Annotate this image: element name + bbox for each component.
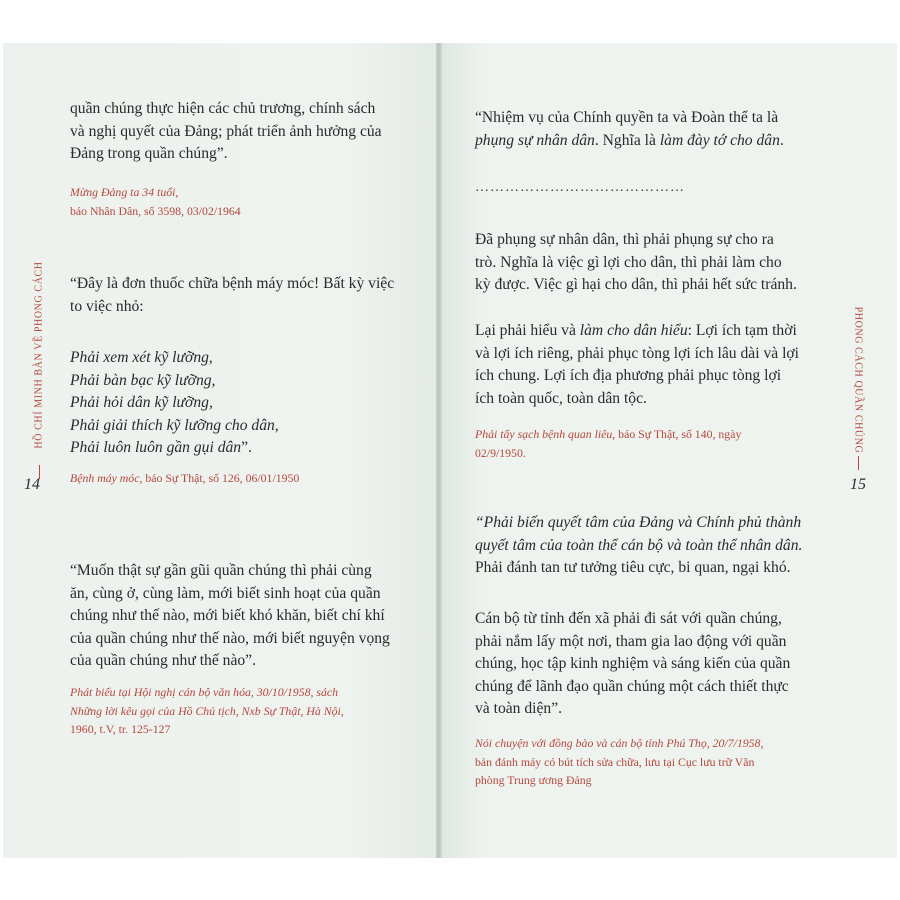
emphasis: làm đày tớ cho dân: [659, 131, 780, 149]
left-running-head: HỒ CHÍ MINH BÀN VỀ PHONG CÁCH: [33, 261, 45, 449]
source-line: Phát biểu tại Hội nghị cán bộ văn hóa, 30/10/1958, sách: [70, 685, 339, 699]
verse-line: Phải hỏi dân kỹ lưỡng,: [70, 394, 213, 411]
source-line: Nói chuyện với đồng bào và cán bộ tỉnh Phú Thọ, 20/7/1958,: [475, 736, 764, 750]
source-line: [475, 425, 741, 444]
source-line: báo Nhân Dân, số 3598, 03/02/1964: [70, 203, 241, 218]
source-line: 02/9/1950.: [475, 445, 526, 460]
text-line: “Nhiệm vụ của Chính quyền ta và Đoàn thể ta là: [475, 109, 779, 126]
text-line: ăn, cùng ở, cùng làm, mới biết sinh hoạt của quần: [70, 584, 381, 602]
right-block2-lead: [475, 512, 802, 580]
source-line: bản đánh máy có bút tích sửa chữa, lưu tại Cục lưu trữ Văn: [475, 754, 755, 769]
source-line: [70, 469, 299, 488]
source-line: 1960, t.V, tr. 125-127: [70, 722, 171, 736]
text-line: Đảng trong quần chúng”.: [70, 145, 228, 162]
text-line: của quần chúng như thế nào, mới biết nguyện vọng: [70, 629, 390, 647]
verse-line: Phải bàn bạc kỹ lưỡng,: [70, 371, 216, 389]
left-block2-source: [70, 469, 299, 488]
text-line: và toàn diện”.: [475, 700, 563, 717]
verse-line: [70, 437, 279, 460]
right-running-head: PHONG CÁCH QUẦN CHÚNG: [852, 306, 864, 454]
verse-text: Phải luôn luôn gần gụi dân: [70, 439, 242, 456]
right-page-number: 15: [850, 476, 866, 493]
right-running-head-rule: [858, 456, 859, 470]
left-block2-text: [70, 273, 394, 318]
text-line: và nghị quyết của Đảng; phát triển ảnh hưởng của: [70, 122, 382, 140]
source-title: Phải tẩy sạch bệnh quan liêu,: [475, 427, 616, 441]
text-line: trò. Nghĩa là việc gì lợi cho dân, thì phải làm cho: [475, 253, 782, 271]
text: : Lợi ích tạm thời: [687, 322, 797, 339]
verse-line: Phải xem xét kỹ lưỡng,: [70, 349, 213, 366]
source-line: phòng Trung ương Đảng: [475, 773, 592, 787]
book-gutter: [436, 43, 442, 858]
source-detail: báo Sự Thật, số 140, ngày: [615, 427, 742, 441]
text-line: và lợi ích riêng, phải phục tòng lợi ích lâu dài và lợi: [475, 344, 799, 362]
text-line: chúng như thế nào, mới biết khó khăn, biết chí khí: [70, 607, 385, 624]
right-block2-para2: [475, 608, 790, 721]
text-line: “Đây là đơn thuốc chữa bệnh máy móc! Bất kỳ việc: [70, 275, 395, 292]
text-line: phải nắm lấy một nơi, tham gia lao động với quần: [475, 632, 787, 650]
emphasis: phụng sự nhân dân: [475, 131, 595, 149]
text-line: to việc nhỏ:: [70, 297, 144, 315]
right-block2-source: [475, 734, 763, 790]
text-line: quần chúng thực hiện các chủ trương, chính sách: [70, 100, 376, 117]
right-block1-intro: [475, 107, 784, 152]
text-line: quyết tâm của toàn thể cán bộ và toàn thể nhân dân.: [475, 536, 803, 554]
text-line: ích toàn quốc, toàn dân tộc.: [475, 389, 647, 407]
text-line: của quần chúng như thế nào”.: [70, 652, 256, 669]
text-line: “Muốn thật sự gần gũi quần chúng thì phải cùng: [70, 562, 372, 579]
text-line: [475, 130, 784, 153]
left-block3-source: [70, 683, 344, 739]
text-line: chúng, học tập kinh nghiệm và sáng kiến của quần: [475, 655, 791, 672]
text-line: [475, 320, 799, 343]
source-detail: báo Sự Thật, số 126, 06/01/1950: [142, 471, 300, 485]
text-line: ích chung. Lợi ích địa phương phải phục tòng lợi: [475, 367, 782, 384]
text-line: Đã phụng sự nhân dân, thì phải phụng sự cho ra: [475, 231, 774, 248]
right-block1-para2: [475, 229, 797, 297]
left-block3-text: [70, 560, 390, 673]
source-line: Những lời kêu gọi của Hồ Chủ tịch, Nxb Sự Thật, Hà Nội,: [70, 703, 344, 718]
left-block1-text: [70, 98, 382, 166]
text-line: Cán bộ từ tỉnh đến xã phải đi sát với quần chúng,: [475, 610, 782, 627]
text-line: “Phải biến quyết tâm của Đảng và Chính phủ thành: [475, 514, 802, 531]
right-block1-source: [475, 425, 741, 462]
right-block1-para3: [475, 320, 799, 410]
verse-line: Phải giải thích kỹ lưỡng cho dân,: [70, 416, 279, 434]
verse-end: ”.: [241, 439, 252, 456]
text: Lại phải hiểu và: [475, 322, 580, 339]
left-block1-source: [70, 183, 241, 220]
source-title: Bệnh máy móc,: [70, 471, 143, 485]
left-block2-verses: [70, 347, 279, 460]
ellipsis-dots: ……………………………………: [475, 180, 685, 195]
text-line: chúng để lãnh đạo quần chúng một cách thiết thực: [475, 677, 789, 695]
left-page-number: 14: [24, 476, 40, 493]
text-line: kỳ được. Việc gì hại cho dân, thì phải hết sức tránh.: [475, 276, 797, 293]
emphasis: làm cho dân hiểu: [579, 322, 688, 339]
text: . Nghĩa là: [594, 131, 660, 149]
text: .: [779, 131, 784, 149]
text-line: Phải đánh tan tư tưởng tiêu cực, bi quan, ngại khó.: [475, 559, 791, 576]
source-line: Mừng Đảng ta 34 tuổi,: [70, 185, 179, 199]
